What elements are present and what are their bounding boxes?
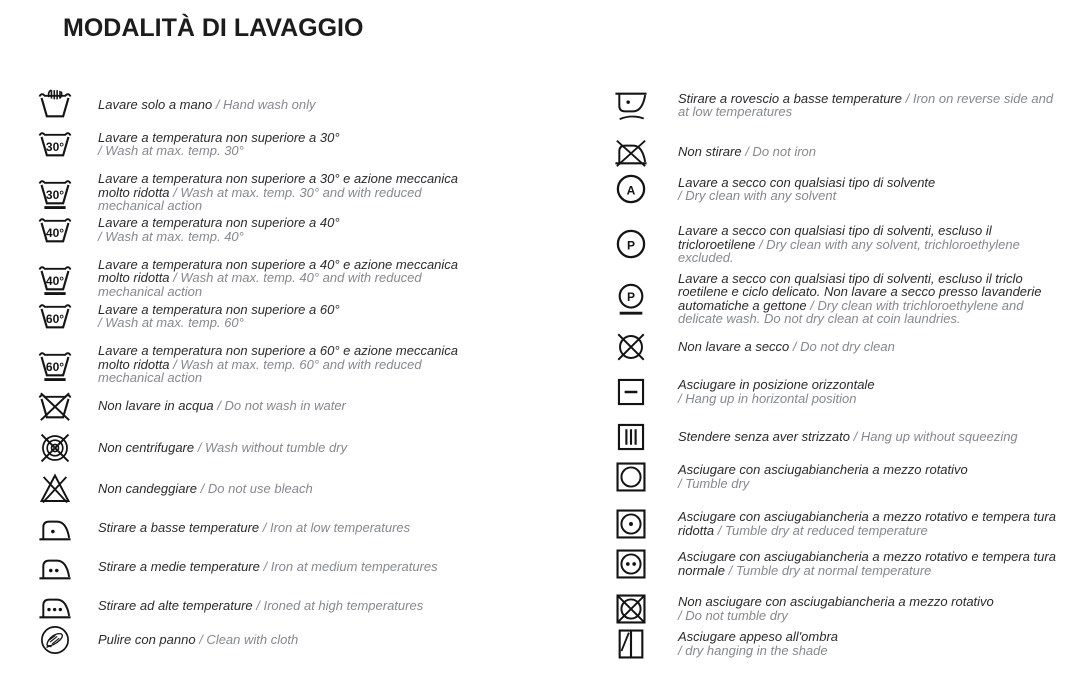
- label-en: / Dry clean with any solvent: [678, 188, 837, 203]
- care-row: [36, 511, 478, 545]
- dry-horizontal-icon: [612, 375, 650, 409]
- label-it: Lavare solo a mano: [98, 97, 213, 113]
- drip-dry-icon: [612, 420, 650, 454]
- care-row: [612, 627, 1064, 661]
- label-it: Non asciugare con asciugabiancheria a mezzo rotativo: [678, 594, 994, 609]
- label-it: Lavare a temperatura non superiore a 60° e azione meccanica molto ridotta: [98, 343, 459, 372]
- label-en: / Wash without tumble dry: [197, 439, 348, 455]
- label-it: Lavare a secco con qualsiasi tipo di solvente: [678, 174, 936, 190]
- dry-clean-letter: P: [626, 289, 636, 304]
- dry-in-shade-icon: [612, 627, 650, 661]
- wash-temp-label: 30°: [45, 188, 65, 203]
- label-en: / Do not wash in water: [217, 397, 346, 413]
- care-description: [98, 303, 476, 330]
- label-it: Non candeggiare: [98, 480, 198, 496]
- care-row: [612, 88, 1064, 122]
- wash-60-gentle-icon: [36, 347, 74, 381]
- do-not-bleach-icon: [36, 472, 74, 506]
- label-en: / Tumble dry: [678, 475, 750, 491]
- label-en: / dry hanging in the shade: [678, 642, 828, 658]
- care-row: [36, 172, 478, 213]
- label-it: Non lavare in acqua: [98, 397, 214, 413]
- do-not-tumble-dry-icon: [612, 592, 650, 626]
- care-description: [98, 521, 476, 535]
- care-description: [98, 216, 476, 243]
- label-en: / Clean with cloth: [199, 631, 299, 647]
- label-en: / Iron at medium temperatures: [263, 558, 438, 574]
- left-column: [36, 88, 478, 657]
- label-en: / Wash at max. temp. 30°: [98, 143, 244, 158]
- label-it: Lavare a secco con qualsiasi tipo di solventi, escluso il tricloroetilene: [678, 223, 992, 252]
- wash-40-gentle-icon: [36, 261, 74, 295]
- care-row: [612, 547, 1064, 581]
- care-description: [678, 272, 1063, 326]
- label-en: / Do not use bleach: [200, 480, 313, 496]
- label-it: Asciugare appeso all'ombra: [678, 629, 839, 644]
- dry-clean-p-gentle-icon: [612, 282, 650, 316]
- care-description: [98, 482, 476, 496]
- care-description: [678, 550, 1063, 577]
- care-description: [98, 633, 476, 647]
- care-row: [612, 507, 1064, 541]
- care-row: [612, 272, 1064, 326]
- care-description: [678, 378, 1063, 405]
- care-description: [678, 224, 1063, 265]
- dry-clean-p-icon: [612, 227, 650, 261]
- care-row: [36, 550, 478, 584]
- dry-clean-any-solvent-icon: [612, 172, 650, 206]
- label-it: Stirare a rovescio a basse temperature: [678, 90, 902, 106]
- label-en: / Tumble dry at reduced temperature: [717, 522, 928, 538]
- label-it: Lavare a temperatura non superiore a 30° e azione meccanica molto ridotta: [98, 171, 459, 200]
- wash-temp-label: 40°: [45, 273, 65, 288]
- label-it: Lavare a temperatura non superiore a 60°: [98, 301, 340, 317]
- right-column: [612, 88, 1064, 661]
- care-row: [612, 592, 1064, 626]
- care-description: [98, 441, 476, 455]
- care-description: [678, 430, 1063, 444]
- label-it: Lavare a secco con qualsiasi tipo di solventi, escluso il triclo roetilene e ciclo delicato. Non lavare a secco presso lavanderie automatiche a gettone: [678, 270, 1042, 313]
- label-it: Non lavare a secco: [678, 338, 790, 354]
- label-en: / Do not dry clean: [792, 338, 895, 354]
- care-row: [36, 431, 478, 465]
- do-not-dry-clean-icon: [612, 330, 650, 364]
- care-description: [678, 595, 1063, 622]
- care-description: [678, 145, 1063, 159]
- label-it: Lavare a temperatura non superiore a 40°: [98, 215, 340, 230]
- care-description: [678, 340, 1063, 354]
- care-row: [36, 389, 478, 423]
- wash-30-icon: [36, 127, 74, 161]
- wash-40-icon: [36, 213, 74, 247]
- dry-clean-letter: P: [626, 238, 636, 253]
- care-row: [36, 589, 478, 623]
- label-it: Asciugare con asciugabiancheria a mezzo rotativo e tempera tura normale: [678, 549, 1056, 578]
- care-description: [98, 344, 476, 385]
- care-description: [98, 560, 476, 574]
- label-it: Stirare a basse temperature: [98, 519, 260, 535]
- do-not-wring-icon: [36, 431, 74, 465]
- wash-temp-label: 60°: [45, 360, 65, 375]
- do-not-wash-icon: [36, 389, 74, 423]
- care-description: [678, 92, 1063, 119]
- care-description: [678, 176, 1063, 203]
- wash-30-gentle-icon: [36, 175, 74, 209]
- label-en: / Iron at low temperatures: [262, 519, 411, 535]
- label-en: / Wash at max. temp. 30° and with reduced mechanical action: [98, 184, 422, 213]
- care-row: [36, 299, 478, 333]
- label-en: / Tumble dry at normal temperature: [728, 562, 932, 578]
- care-row: [36, 213, 478, 247]
- care-description: [678, 463, 1063, 490]
- care-description: [678, 510, 1063, 537]
- care-description: [98, 172, 476, 213]
- label-en: / Dry clean with any solvent, trichloroethylene excluded.: [678, 236, 1020, 265]
- label-en: / Hang up without squeezing: [853, 428, 1018, 444]
- care-row: [612, 224, 1064, 265]
- care-row: [36, 127, 478, 161]
- iron-high-icon: [36, 589, 74, 623]
- care-description: [678, 630, 1063, 657]
- label-en: / Wash at max. temp. 60°: [98, 315, 244, 330]
- label-en: / Hand wash only: [215, 97, 316, 113]
- label-en: / Dry clean with trichloroethylene and delicate wash. Do not dry clean at coin laundries.: [678, 297, 1024, 326]
- label-it: Stirare ad alte temperature: [98, 597, 253, 613]
- label-en: / Do not iron: [745, 144, 817, 160]
- label-it: Lavare a temperatura non superiore a 40° e azione meccanica molto ridotta: [98, 256, 459, 285]
- do-not-iron-icon: [612, 135, 650, 169]
- care-row: [612, 460, 1064, 494]
- care-description: [98, 399, 476, 413]
- iron-low-icon: [36, 511, 74, 545]
- label-en: / Ironed at high temperatures: [256, 597, 424, 613]
- page-title: MODALITÀ DI LAVAGGIO: [63, 14, 364, 42]
- tumble-dry-normal-icon: [612, 547, 650, 581]
- care-row: [36, 344, 478, 385]
- care-row: [36, 623, 478, 657]
- label-en: / Wash at max. temp. 40° and with reduced mechanical action: [98, 270, 422, 299]
- wash-temp-label: 40°: [45, 225, 65, 240]
- label-en: / Wash at max. temp. 60° and with reduced mechanical action: [98, 356, 422, 385]
- care-row: [36, 472, 478, 506]
- label-it: Non stirare: [678, 144, 742, 160]
- wash-temp-label: 30°: [45, 140, 65, 155]
- label-it: Stendere senza aver strizzato: [678, 428, 850, 444]
- care-row: [612, 375, 1064, 409]
- care-row: [36, 258, 478, 299]
- care-description: [98, 98, 476, 112]
- label-en: / Wash at max. temp. 40°: [98, 228, 244, 244]
- care-description: [98, 258, 476, 299]
- label-it: Asciugare con asciugabiancheria a mezzo rotativo e tempera tura ridotta: [678, 509, 1056, 538]
- hand-wash-icon: [36, 88, 74, 122]
- label-it: Pulire con panno: [98, 631, 196, 647]
- tumble-dry-icon: [612, 460, 650, 494]
- tumble-dry-reduced-icon: [612, 507, 650, 541]
- care-row: [36, 88, 478, 122]
- iron-reverse-icon: [612, 88, 650, 122]
- label-en: / Hang up in horizontal position: [678, 390, 857, 406]
- label-it: Non centrifugare: [98, 439, 195, 455]
- wash-temp-label: 60°: [45, 312, 65, 327]
- iron-medium-icon: [36, 550, 74, 584]
- label-it: Stirare a medie temperature: [98, 558, 260, 574]
- label-it: Asciugare in posizione orizzontale: [678, 377, 875, 392]
- care-row: [612, 420, 1064, 454]
- clean-with-cloth-icon: [36, 623, 74, 657]
- dry-clean-letter: A: [626, 183, 636, 198]
- label-en: / Iron on reverse side and at low temperatures: [678, 90, 1054, 119]
- label-it: Lavare a temperatura non superiore a 30°: [98, 129, 340, 145]
- care-row: [612, 172, 1064, 206]
- wash-60-icon: [36, 299, 74, 333]
- care-description: [98, 131, 476, 158]
- label-en: / Do not tumble dry: [678, 607, 788, 623]
- care-row: [612, 135, 1064, 169]
- care-row: [612, 330, 1064, 364]
- care-description: [98, 599, 476, 613]
- label-it: Asciugare con asciugabiancheria a mezzo rotativo: [678, 462, 968, 477]
